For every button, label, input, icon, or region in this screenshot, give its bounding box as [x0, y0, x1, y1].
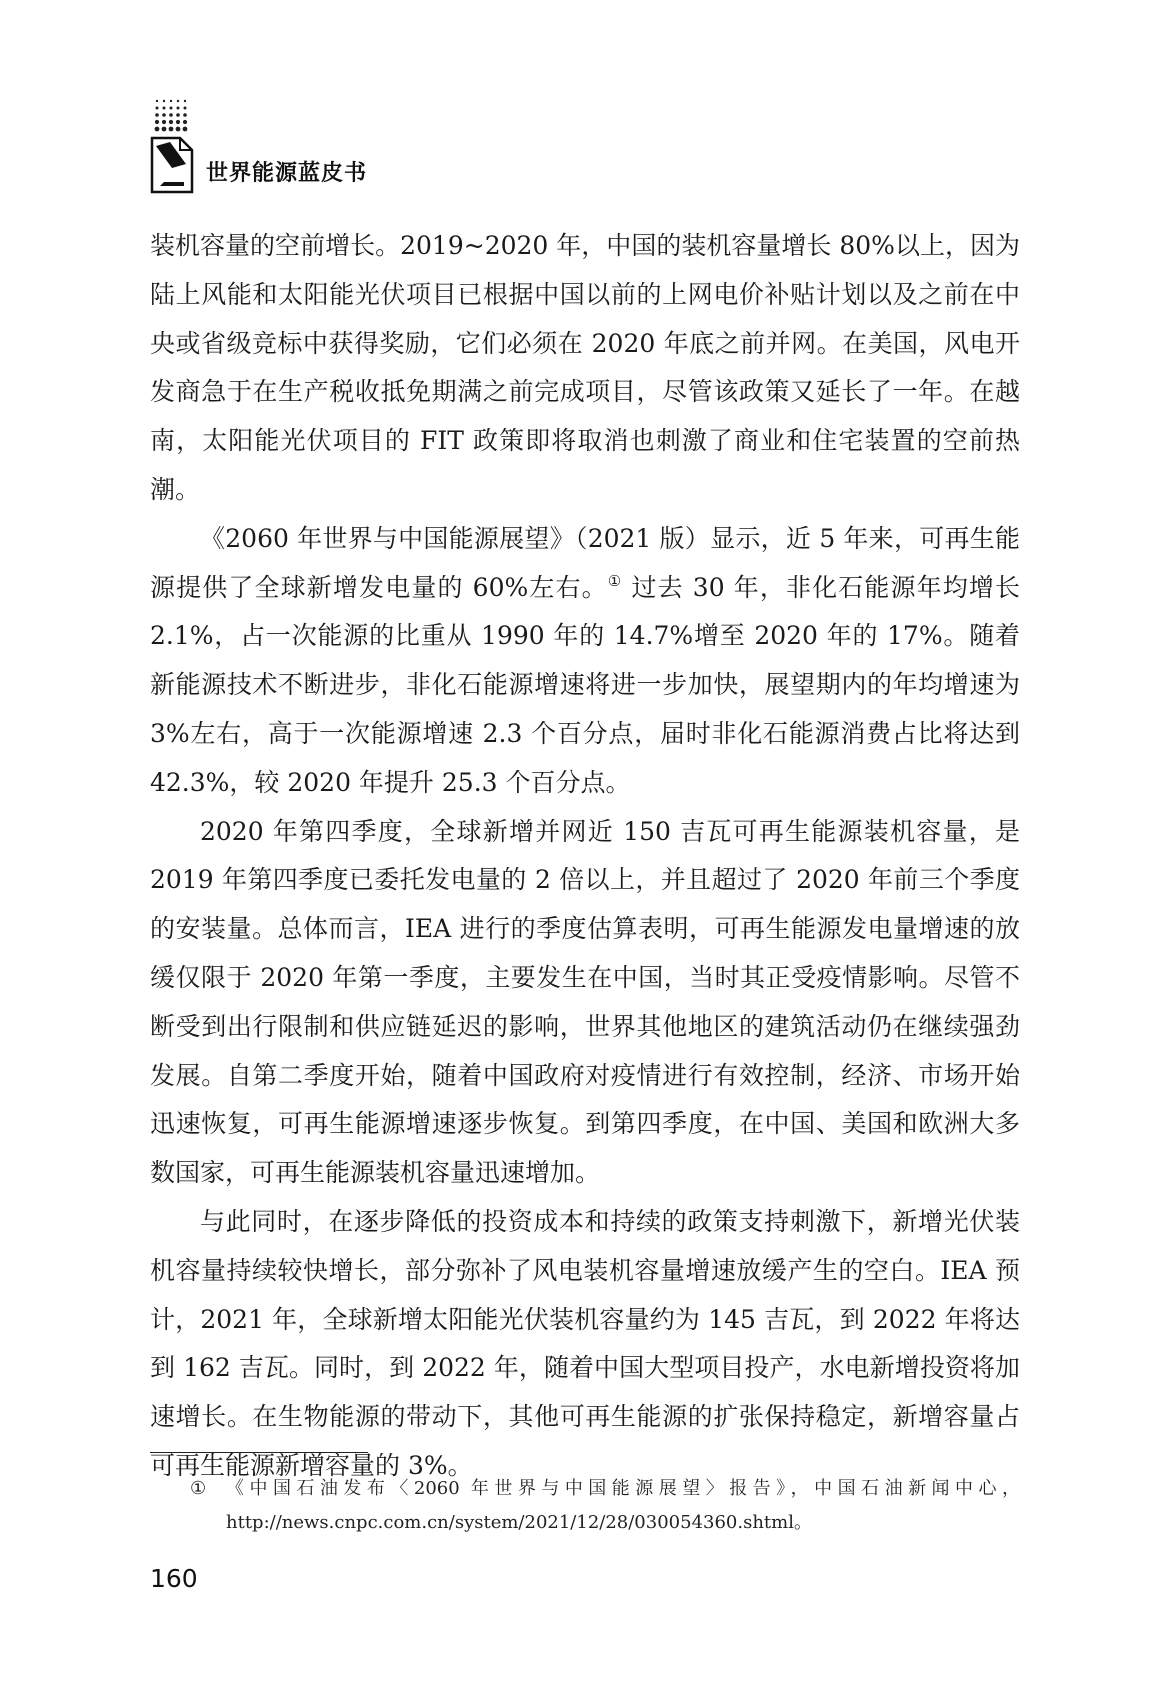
page-number: 160 — [150, 1564, 198, 1593]
dot-grid-icon — [154, 98, 190, 134]
paragraph-2-part-1: 《2060 年世界与中国能源展望》（2021 版）显示，近 5 年来，可再生能源提供了全球新增发电量的 60%左右。 — [150, 523, 1020, 602]
body-text — [150, 222, 1020, 1491]
footnote-divider — [150, 1452, 368, 1453]
footnote — [190, 1472, 1020, 1540]
running-header — [150, 98, 550, 198]
series-title: 世界能源蓝皮书 — [206, 161, 368, 186]
paragraph-3: 2020 年第四季度，全球新增并网近 150 吉瓦可再生能源装机容量，是 2019 年第四季度已委托发电量的 2 倍以上，并且超过了 2020 年前三个季度的安装量。总体而言，IEA 进行的季度估算表明，可再生能源发电量增速的放缓仅限于 2020 年第一季度，主要发生在中国，当时其正受疫情影响。尽管不断受到出行限制和供应链延迟的影响，世界其他地区的建筑活动仍在继续强劲发展。自第二季度开始，随着中国政府对疫情进行有效控制，经济、市场开始迅速恢复，可再生能源增速逐步恢复。到第四季度，在中国、美国和欧洲大多数国家，可再生能源装机容量迅速增加。 — [150, 816, 1020, 1188]
footnote-marker: ① — [190, 1478, 207, 1499]
footnote-reference[interactable]: ① — [607, 571, 623, 590]
paragraph-1: 装机容量的空前增长。2019~2020 年，中国的装机容量增长 80%以上，因为陆上风能和太阳能光伏项目已根据中国以前的上网电价补贴计划以及之前在中央或省级竞标中获得奖励，它们必须在 2020 年底之前并网。在美国，风电开发商急于在生产税收抵免期满之前完成项目，尽管该政策又延长了一年。在越南，太阳能光伏项目的 FIT 政策即将取消也刺激了商业和住宅装置的空前热潮。 — [150, 231, 1020, 504]
book-emblem-icon — [150, 136, 194, 194]
paragraph-2-part-2: 过去 30 年，非化石能源年均增长 2.1%，占一次能源的比重从 1990 年的 14.7%增至 2020 年的 17%。随着新能源技术不断进步，非化石能源增速将进一步加快，展望期内的年均增速为 3%左右，高于一次能源增速 2.3 个百分点，届时非化石能源消费占比将达到 42.3%，较 2020 年提升 25.3 个百分点。 — [150, 572, 1021, 797]
paragraph-4: 与此同时，在逐步降低的投资成本和持续的政策支持刺激下，新增光伏装机容量持续较快增长，部分弥补了风电装机容量增速放缓产生的空白。IEA 预计，2021 年，全球新增太阳能光伏装机容量约为 145 吉瓦，到 2022 年将达到 162 吉瓦。同时，到 2022 年，随着中国大型项目投产，水电新增投资将加速增长。在生物能源的带动下，其他可再生能源的扩张保持稳定，新增容量占可再生能源新增容量的 3%。 — [150, 1206, 1020, 1480]
paragraph-2 — [150, 515, 1020, 808]
footnote-text: 《中国石油发布〈2060 年世界与中国能源展望〉报告》，中国石油新闻中心，http://news.cnpc.com.cn/system/2021/12/28/030054360.shtml。 — [226, 1478, 1020, 1533]
